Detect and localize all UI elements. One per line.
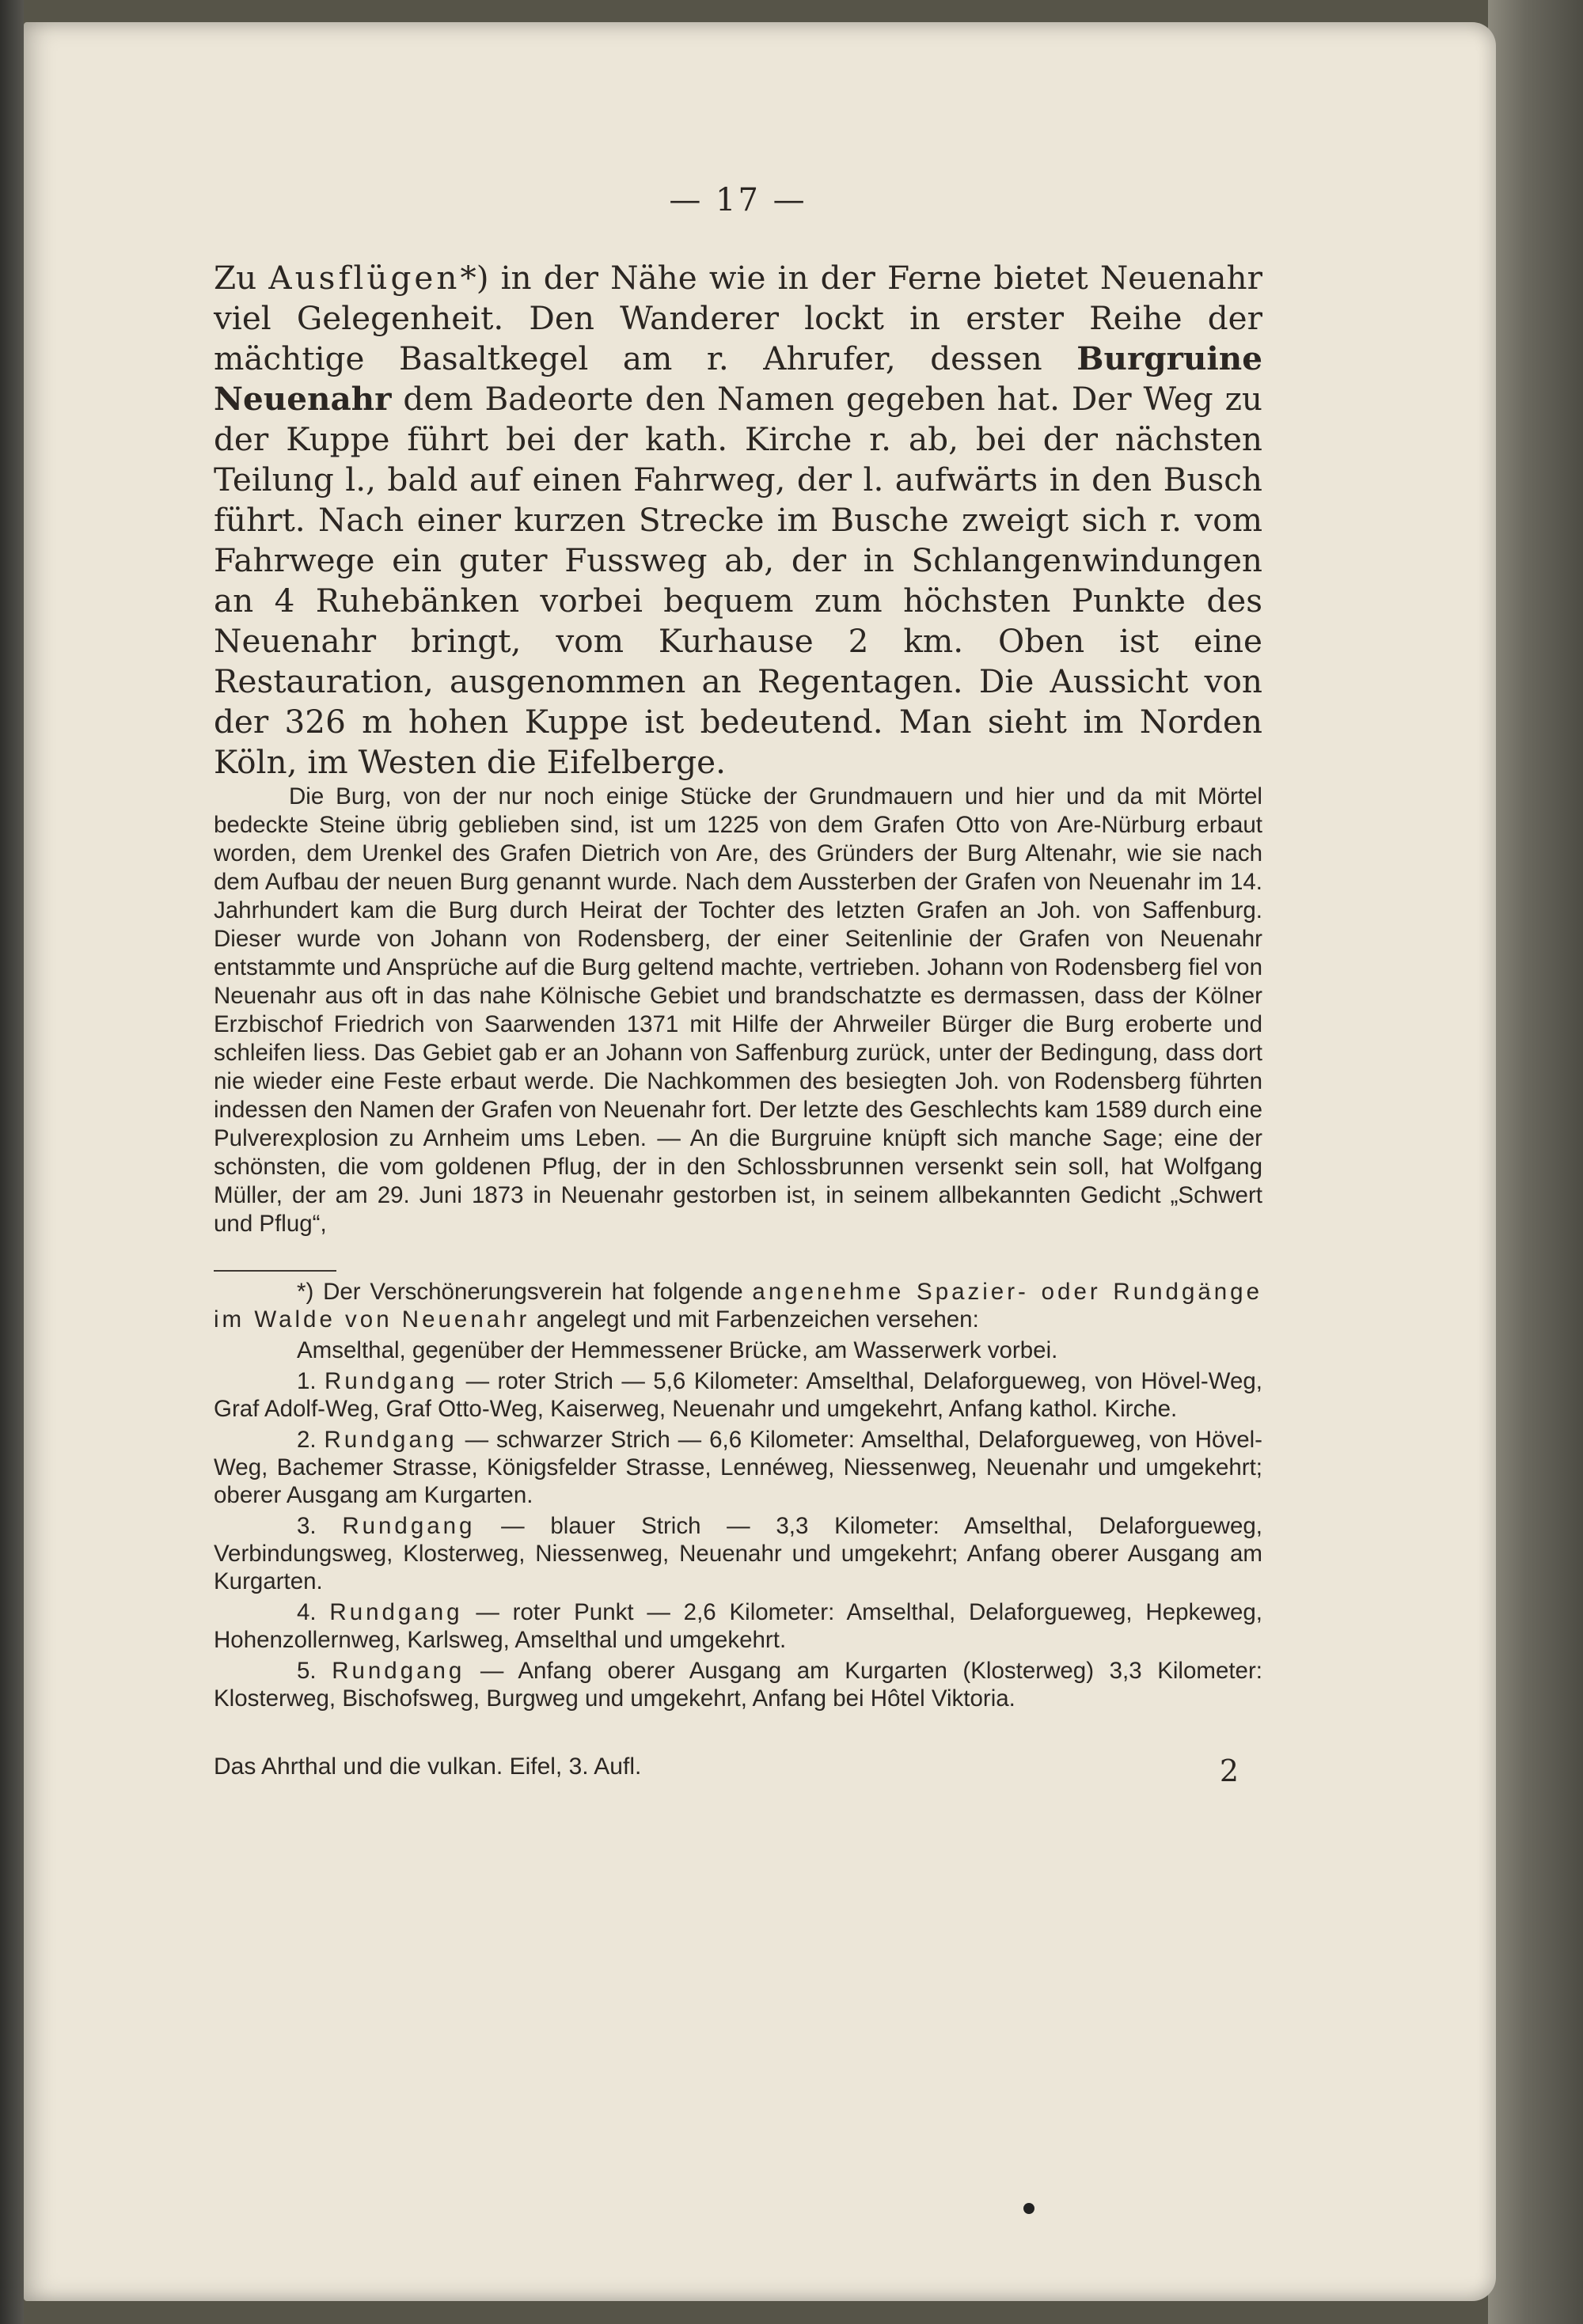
- walk-text: — blauer Strich — 3,3 Kilometer: Amselthal, Delaforgueweg, Verbindungsweg, Klosterweg, Niessenweg, Neuenahr und umgekehrt; Anfang oberer Ausgang am Kurgarten.: [214, 1513, 1262, 1594]
- walk-label: Rundgang: [342, 1513, 476, 1539]
- page-content: [214, 182, 1262, 1788]
- walk-number: 4.: [297, 1599, 330, 1625]
- book-spine: [0, 0, 24, 2324]
- footnote-intro-spaced: angenehme Spazier- oder Rundgänge im Walde von Neuenahr: [214, 1279, 1262, 1333]
- walk-label: Rundgang: [329, 1599, 463, 1625]
- walk-label: Rundgang: [332, 1658, 465, 1684]
- walk-text: — roter Punkt — 2,6 Kilometer: Amselthal, Delaforgueweg, Hepkeweg, Hohenzollernweg, Karlsweg, Amselthal und umgekehrt.: [214, 1599, 1262, 1653]
- p1-text-b: dem Badeorte den Namen gegeben hat. Der Weg zu der Kuppe führt bei der kath. Kirche r. ab, bei der nächsten Teilung l., bald auf einen Fahrweg, der l. aufwärts in den Busch führt. Nach einer kurzen Strecke im Busche zweigt sich r. vom Fahrwege ein guter Fussweg ab, der in Schlangenwindungen an 4 Ruhebänken vorbei bequem zum höchsten Punkte des Neuenahr bringt, vom Kurhause 2 km. Oben ist eine Restauration, ausgenommen an Regentagen. Die Aussicht von der 326 m hohen Kuppe ist bedeutend. Man sieht im Norden Köln, im Westen die Eifelberge.: [214, 380, 1262, 781]
- walk-label: Rundgang: [324, 1427, 457, 1453]
- main-paragraph: [214, 258, 1262, 783]
- walk-number: 2.: [297, 1427, 325, 1453]
- walk-text: — Anfang oberer Ausgang am Kurgarten (Klosterweg) 3,3 Kilometer: Klosterweg, Bischofsweg, Burgweg und umgekehrt, Anfang bei Hôtel Viktoria.: [214, 1658, 1262, 1712]
- footnote-intro-b: angelegt und mit Farbenzeichen versehen:: [530, 1306, 979, 1333]
- footnote-walk-1: [214, 1367, 1262, 1423]
- p1-bold-burgruine: Burgruine Neuenahr: [214, 339, 1262, 418]
- footnote-amselthal: Amselthal, gegenüber der Hemmessener Brücke, am Wasserwerk vorbei.: [297, 1337, 1058, 1363]
- walk-number: 1.: [297, 1368, 325, 1394]
- footnote-intro-a: *) Der Verschönerungsverein hat folgende: [297, 1279, 753, 1305]
- footnote-walk-5: [214, 1657, 1262, 1712]
- footer-book-title: Das Ahrthal und die vulkan. Eifel, 3. Aufl.: [214, 1753, 642, 1780]
- p1-text-a: *) in der Nähe wie in der Ferne bietet Neuenahr viel Gelegenheit. Den Wanderer lockt in erster Reihe der mächtige Basaltkegel am r. Ahrufer, dessen: [214, 259, 1262, 377]
- p1-intro: Zu: [214, 259, 269, 297]
- footnote-intro: [214, 1278, 1262, 1333]
- footnote-walk-2: [214, 1426, 1262, 1509]
- ink-dot-mark: [1023, 2203, 1034, 2214]
- footer-signature-mark: 2: [1219, 1753, 1239, 1788]
- p1-spaced-word: Ausflügen: [268, 259, 461, 297]
- walk-number: 5.: [297, 1658, 332, 1684]
- walk-number: 3.: [297, 1513, 343, 1539]
- walk-label: Rundgang: [325, 1368, 458, 1394]
- walk-text: — schwarzer Strich — 6,6 Kilometer: Amselthal, Delaforgueweg, von Hövel-Weg, Bachemer Strasse, Königsfelder Strasse, Lennéweg, Niessenweg, Neuenahr und umgekehrt; oberer Ausgang am Kurgarten.: [214, 1427, 1262, 1508]
- history-paragraph: Die Burg, von der nur noch einige Stücke der Grundmauern und hier und da mit Mörtel bedeckte Steine übrig geblieben sind, ist um 1225 von dem Grafen Otto von Are-Nürburg erbaut worden, dem Urenkel des Grafen Dietrich von Are, des Gründers der Burg Altenahr, wie sie nach dem Aufbau der neuen Burg genannt wurde. Nach dem Aussterben der Grafen von Neuenahr im 14. Jahrhundert kam die Burg durch Heirat der Tochter des letzten Grafen an Joh. von Saffenburg. Dieser wurde von Johann von Rodensberg, der einer Seitenlinie der Grafen von Neuenahr entstammte und Ansprüche auf die Burg geltend machte, vertrieben. Johann von Rodensberg fiel von Neuenahr aus oft in das nahe Kölnische Gebiet und brandschatzte es dermassen, dass der Kölner Erzbischof Friedrich von Saarwenden 1371 mit Hilfe der Ahrweiler Bürger die Burg eroberte und schleifen liess. Das Gebiet gab er an Johann von Saffenburg zurück, unter der Bedingung, dass dort nie wieder eine Feste erbaut werde. Die Nachkommen des besiegten Joh. von Rodensberg führten indessen den Namen der Grafen von Neuenahr fort. Der letzte des Geschlechts kam 1589 durch eine Pulverexplosion zu Arnheim ums Leben. — An die Burgruine knüpft sich manche Sage; eine der schönsten, die vom goldenen Pflug, der in den Schlossbrunnen versenkt sein soll, hat Wolfgang Müller, der am 29. Juni 1873 in Neuenahr gestorben ist, in seinem allbekannten Gedicht „Schwert und Pflug“,: [214, 783, 1262, 1237]
- footnote-rule: [214, 1270, 336, 1272]
- walk-text: — roter Strich — 5,6 Kilometer: Amselthal, Delaforgueweg, von Hövel-Weg, Graf Adolf-Weg, Graf Otto-Weg, Kaiserweg, Neuenahr und umgekehrt, Anfang kathol. Kirche.: [214, 1368, 1262, 1422]
- page-footer: [214, 1753, 1262, 1788]
- book-cover-edge: [1488, 0, 1583, 2324]
- page-number: — 17 —: [669, 182, 807, 218]
- footnote-walk-3: [214, 1512, 1262, 1595]
- footnote-walk-4: [214, 1598, 1262, 1654]
